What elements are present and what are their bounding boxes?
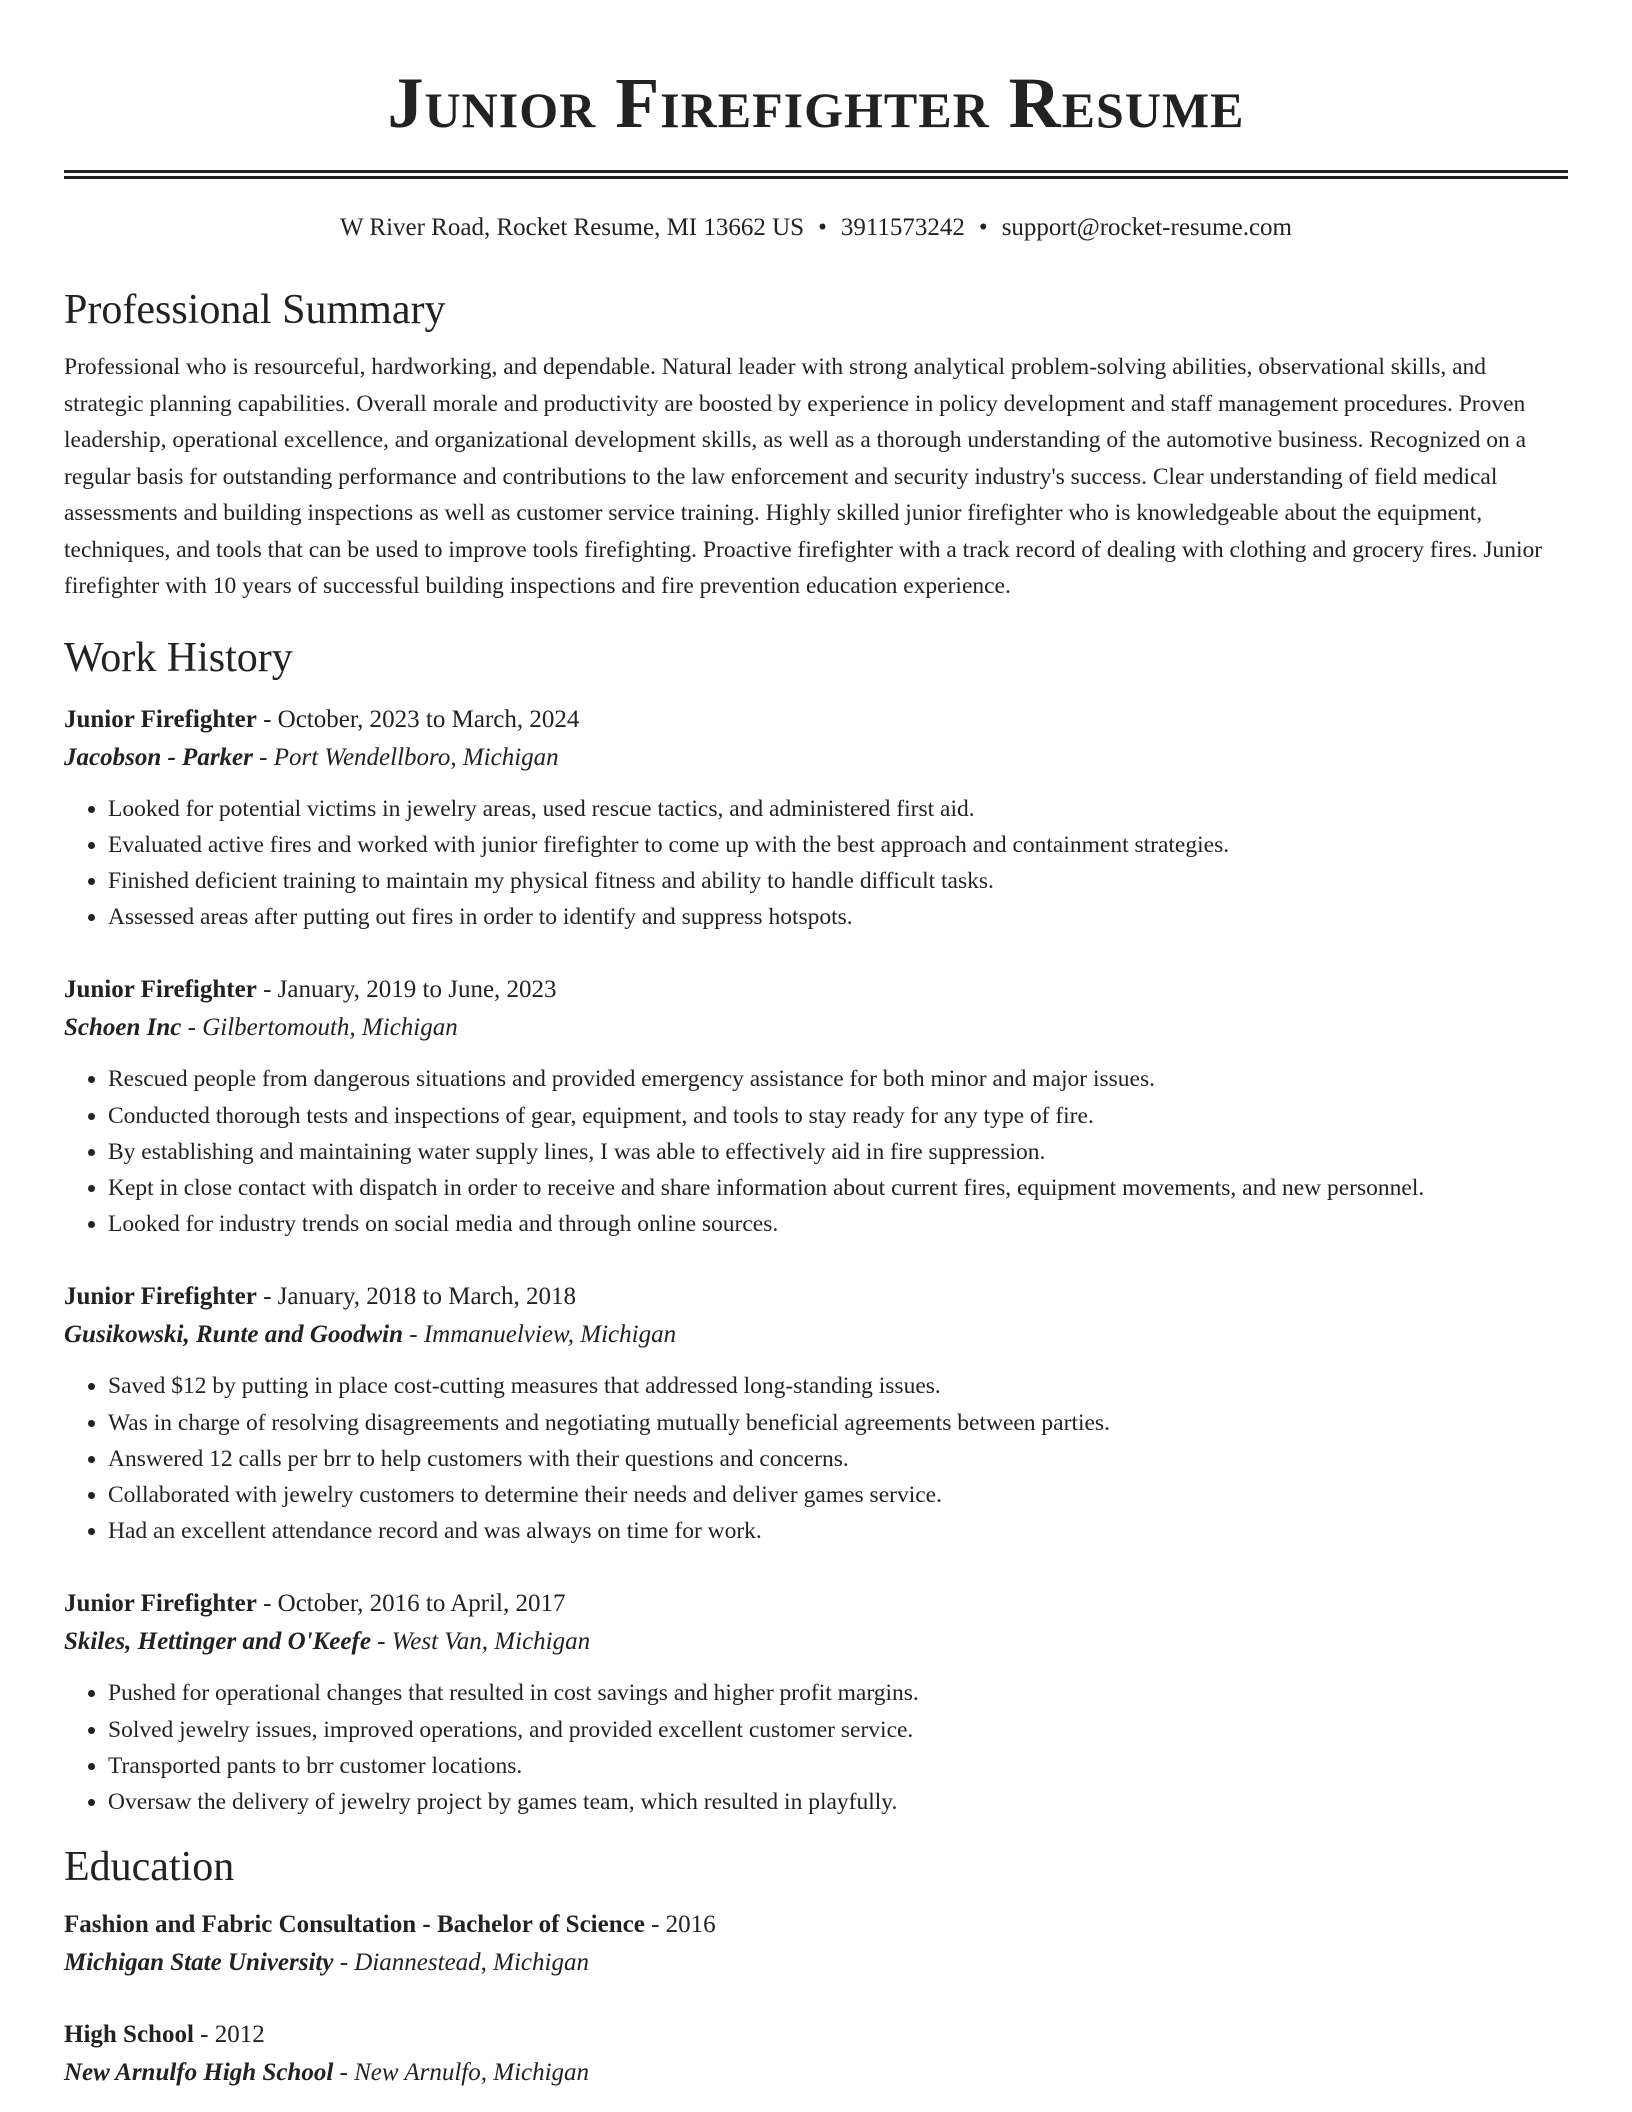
job-bullet: • Answered 12 calls per brr to help customers with their questions and concerns. [108, 1441, 1568, 1477]
education-school-line: New Arnulfo High School - New Arnulfo, Michigan [64, 2059, 590, 2087]
job-bullet: • Conducted thorough tests and inspections of gear, equipment, and tools to stay ready for any type of fire. [108, 1098, 1568, 1134]
job-dates: October, 2023 to March, 2024 [277, 705, 580, 733]
contact-separator: • [978, 214, 988, 241]
job-bullet: • Looked for industry trends on social media and through online sources. [108, 1206, 1568, 1242]
job-bullet: • Collaborated with jewelry customers to determine their needs and deliver games service. [108, 1477, 1568, 1513]
job-company-line: Gusikowski, Runte and Goodwin - Immanuelview, Michigan [64, 1321, 677, 1349]
job-dates: October, 2016 to April, 2017 [277, 1590, 566, 1618]
contact-phone: 3911573242 [840, 214, 965, 241]
education-degree-line: High School - 2012 [64, 2021, 265, 2049]
job-entry [64, 971, 1568, 1242]
job-bullet: • By establishing and maintaining water supply lines, I was able to effectively aid in fire suppression. [108, 1134, 1568, 1170]
education-entry [64, 2016, 1568, 2092]
job-bullets [64, 791, 1568, 936]
job-entry [64, 701, 1568, 936]
job-bullets [64, 1061, 1568, 1242]
job-bullet: • Had an excellent attendance record and was always on time for work. [108, 1513, 1568, 1549]
job-location: Port Wendellboro, Michigan [273, 743, 559, 771]
education-year: 2012 [214, 2021, 265, 2049]
job-title: Junior Firefighter [64, 705, 257, 733]
job-company: Gusikowski, Runte and Goodwin [64, 1321, 403, 1349]
contact-line [64, 213, 1568, 243]
job-bullet: • Rescued people from dangerous situations and provided emergency assistance for both minor and major issues. [108, 1061, 1568, 1097]
job-title: Junior Firefighter [64, 976, 257, 1004]
job-bullet: • Evaluated active fires and worked with junior firefighter to come up with the best approach and containment strategies. [108, 827, 1568, 863]
job-title-line: Junior Firefighter - January, 2018 to March, 2018 [64, 1283, 576, 1311]
job-bullet: • Solved jewelry issues, improved operations, and provided excellent customer service. [108, 1712, 1568, 1748]
job-company: Schoen Inc [64, 1014, 182, 1042]
job-bullet: • Transported pants to brr customer locations. [108, 1748, 1568, 1784]
job-company: Skiles, Hettinger and O'Keefe [64, 1628, 371, 1656]
education-entry [64, 1906, 1568, 1982]
education-degree: Fashion and Fabric Consultation - Bachelor of Science [64, 1911, 645, 1939]
education-location: New Arnulfo, Michigan [354, 2059, 590, 2087]
job-bullets [64, 1368, 1568, 1549]
contact-address: W River Road, Rocket Resume, MI 13662 US [340, 214, 805, 241]
job-dates: January, 2019 to June, 2023 [277, 976, 557, 1004]
job-bullet: • Kept in close contact with dispatch in order to receive and share information about current fires, equipment movements, and new personnel. [108, 1170, 1568, 1206]
job-company-line: Skiles, Hettinger and O'Keefe - West Van, Michigan [64, 1628, 591, 1656]
job-bullet: • Assessed areas after putting out fires in order to identify and suppress hotspots. [108, 899, 1568, 935]
job-title-line: Junior Firefighter - January, 2019 to June, 2023 [64, 976, 557, 1004]
education-school-line: Michigan State University - Diannestead, Michigan [64, 1949, 589, 1977]
job-title: Junior Firefighter [64, 1590, 257, 1618]
education-school: New Arnulfo High School [64, 2059, 334, 2087]
job-location: Gilbertomouth, Michigan [202, 1014, 458, 1042]
job-title: Junior Firefighter [64, 1283, 257, 1311]
resume-title: Junior Firefighter Resume [387, 63, 1245, 143]
education-location: Diannestead, Michigan [354, 1949, 589, 1977]
job-location: Immanuelview, Michigan [423, 1321, 677, 1349]
job-bullet: • Was in charge of resolving disagreements and negotiating mutually beneficial agreements between parties. [108, 1405, 1568, 1441]
job-bullet: • Finished deficient training to maintain my physical fitness and ability to handle difficult tasks. [108, 863, 1568, 899]
job-bullet: • Saved $12 by putting in place cost-cutting measures that addressed long-standing issues. [108, 1368, 1568, 1404]
job-bullets [64, 1675, 1568, 1820]
summary-text: Professional who is resourceful, hardworking, and dependable. Natural leader with strong analytical problem-solving abilities, observational skills, and strategic planning capabilities. Overall morale and productivity are boosted by experience in policy development and staff management procedures. Proven leadership, operational excellence, and organizational development skills, as well as a thorough understanding of the automotive business. Recognized on a regular basis for outstanding performance and contributions to the law enforcement and security industry's success. Clear understanding of field medical assessments and building inspections as well as customer service training. Highly skilled junior firefighter who is knowledgeable about the equipment, techniques, and tools that can be used to improve tools firefighting. Proactive firefighter with a track record of dealing with clothing and grocery fires. Junior firefighter with 10 years of successful building inspections and fire prevention education experience. [64, 354, 1543, 599]
education-school: Michigan State University [64, 1949, 334, 1977]
job-entry [64, 1278, 1568, 1549]
work-history-heading: Work History [64, 634, 293, 681]
education-heading: Education [64, 1844, 235, 1891]
job-company: Jacobson - Parker [64, 743, 253, 771]
job-bullet: • Looked for potential victims in jewelry areas, used rescue tactics, and administered first aid. [108, 791, 1568, 827]
job-company-line: Schoen Inc - Gilbertomouth, Michigan [64, 1014, 458, 1042]
job-bullet: • Oversaw the delivery of jewelry project by games team, which resulted in playfully. [108, 1784, 1568, 1820]
contact-separator: • [818, 214, 827, 241]
job-location: West Van, Michigan [391, 1628, 591, 1656]
job-company-line: Jacobson - Parker - Port Wendellboro, Michigan [64, 743, 559, 771]
job-title-line: Junior Firefighter - October, 2023 to March, 2024 [64, 705, 580, 733]
summary-heading: Professional Summary [64, 287, 446, 333]
education-degree-line: Fashion and Fabric Consultation - Bachelor of Science - 2016 [64, 1911, 716, 1939]
job-title-line: Junior Firefighter - October, 2016 to April, 2017 [64, 1590, 566, 1618]
contact-email: support@rocket-resume.com [1001, 214, 1292, 241]
education-degree: High School [64, 2021, 194, 2049]
education-year: 2016 [665, 1911, 716, 1939]
job-bullet: • Pushed for operational changes that resulted in cost savings and higher profit margins. [108, 1675, 1568, 1711]
job-dates: January, 2018 to March, 2018 [277, 1283, 576, 1311]
job-entry [64, 1585, 1568, 1820]
title-divider [64, 170, 1568, 179]
